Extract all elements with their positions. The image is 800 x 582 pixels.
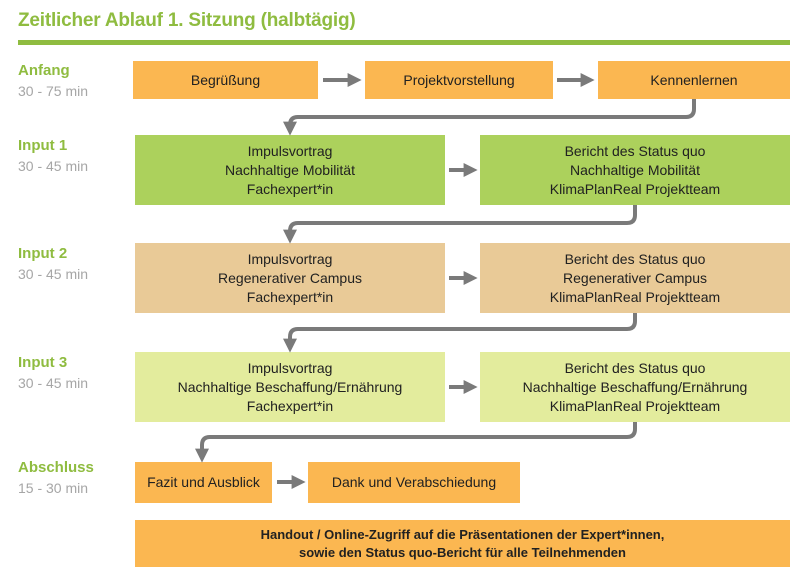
page-title: Zeitlicher Ablauf 1. Sitzung (halbtägig) — [18, 10, 356, 31]
box-text-line: Impulsvortrag — [247, 142, 333, 159]
box-input1-impulsvortrag — [135, 135, 445, 205]
box-text: Begrüßung — [190, 71, 261, 88]
box-text: Kennenlernen — [650, 71, 738, 88]
box-text: Fazit und Ausblick — [147, 474, 260, 490]
phase-duration: 30 - 75 min — [18, 82, 89, 99]
box-text-line: Fachexpert*in — [246, 180, 334, 197]
box-text-line: Fachexpert*in — [246, 397, 334, 414]
box-dank — [308, 462, 520, 503]
box-text-line: Regenerativer Campus — [563, 269, 707, 286]
box-input1-bericht — [480, 135, 790, 205]
phase-label: Input 1 — [18, 137, 68, 154]
box-input3-bericht — [480, 352, 790, 422]
footer-line: sowie den Status quo-Bericht für alle Teilnehmenden — [299, 544, 626, 560]
box-input2-impulsvortrag — [135, 243, 445, 313]
box-text-line: Impulsvortrag — [247, 359, 333, 376]
box-text-line: Nachhaltige Beschaffung/Ernährung — [177, 378, 403, 395]
box-text-line: Bericht des Status quo — [564, 142, 706, 159]
box-text-line: Nachhaltige Mobilität — [570, 161, 700, 178]
box-input2-bericht — [480, 243, 790, 313]
box-kennenlernen — [598, 61, 790, 99]
box-text: Dank und Verabschiedung — [331, 474, 497, 490]
box-begruessung — [133, 61, 318, 99]
box-text: Projektvorstellung — [403, 71, 515, 88]
phase-duration: 15 - 30 min — [18, 479, 89, 496]
box-text-line: KlimaPlanReal Projektteam — [549, 397, 721, 414]
box-text-line: Fachexpert*in — [246, 288, 334, 305]
connector-input2-input3 — [290, 313, 635, 345]
box-text-line: Bericht des Status quo — [564, 359, 706, 376]
connector-kennenlernen-input1 — [290, 99, 694, 128]
phase-anfang — [18, 62, 130, 100]
box-text-line: Regenerativer Campus — [218, 269, 362, 286]
box-projektvorstellung — [365, 61, 553, 99]
box-text-line: Nachhaltige Beschaffung/Ernährung — [522, 378, 748, 395]
box-text-line: Bericht des Status quo — [564, 250, 706, 267]
title-underline — [18, 40, 790, 45]
box-text-line: Impulsvortrag — [247, 250, 333, 267]
box-fazit — [135, 462, 272, 503]
phase-duration: 30 - 45 min — [18, 374, 89, 391]
box-text-line: Nachhaltige Mobilität — [225, 161, 355, 178]
box-text-line: KlimaPlanReal Projektteam — [549, 288, 721, 305]
footer-line: Handout / Online-Zugriff auf die Präsentationen der Expert*innen, — [260, 526, 665, 542]
phase-label: Abschluss — [18, 459, 94, 476]
phase-label: Input 2 — [18, 245, 68, 262]
phase-duration: 30 - 45 min — [18, 157, 89, 174]
phase-input3 — [18, 354, 130, 392]
phase-duration: 30 - 45 min — [18, 265, 89, 282]
phase-label: Input 3 — [18, 354, 68, 371]
box-text-line: KlimaPlanReal Projektteam — [549, 180, 721, 197]
phase-label: Anfang — [18, 62, 70, 79]
phase-input2 — [18, 245, 130, 283]
box-handout — [135, 520, 790, 567]
connector-input1-input2 — [290, 205, 635, 236]
phase-input1 — [18, 137, 130, 175]
connector-input3-abschluss — [202, 422, 635, 455]
box-input3-impulsvortrag — [135, 352, 445, 422]
phase-abschluss — [18, 459, 130, 497]
